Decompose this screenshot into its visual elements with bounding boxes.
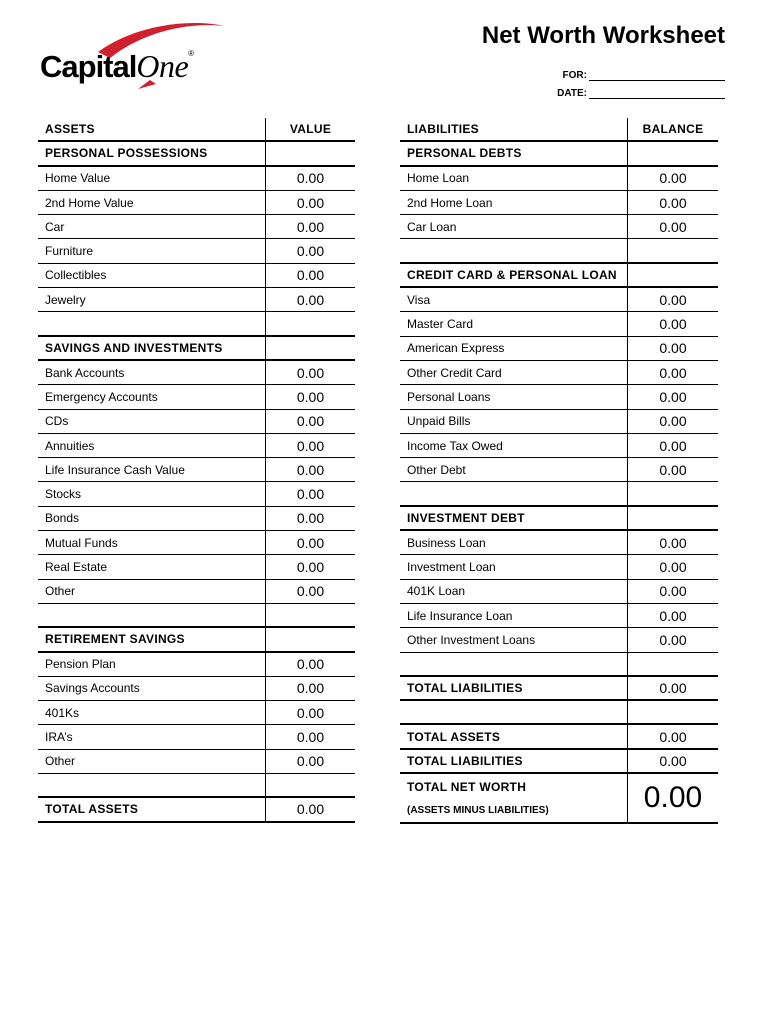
balance-cell[interactable]: 0.00 xyxy=(627,167,718,190)
value-cell[interactable]: 0.00 xyxy=(265,215,355,238)
table-row: Other Debt 0.00 xyxy=(400,458,718,482)
value-cell[interactable]: 0.00 xyxy=(265,361,355,384)
value-cell[interactable]: 0.00 xyxy=(265,701,355,724)
value-cell[interactable]: 0.00 xyxy=(265,458,355,481)
table-row: Car Loan 0.00 xyxy=(400,215,718,239)
value-cell[interactable]: 0.00 xyxy=(265,264,355,287)
table-row: Jewelry 0.00 xyxy=(38,288,355,312)
summary-total-liabilities-row: TOTAL LIABILITIES 0.00 xyxy=(400,750,718,774)
total-liabilities-row: TOTAL LIABILITIES 0.00 xyxy=(400,677,718,701)
summary-total-liabilities-value: 0.00 xyxy=(627,750,718,772)
balance-cell[interactable]: 0.00 xyxy=(627,191,718,214)
value-cell[interactable]: 0.00 xyxy=(265,410,355,433)
spacer-row xyxy=(400,701,718,725)
logo-wordmark-capital: Capital xyxy=(40,49,137,84)
balance-cell[interactable]: 0.00 xyxy=(627,361,718,384)
section-header-credit-card: CREDIT CARD & PERSONAL LOAN xyxy=(400,264,718,288)
spacer-row xyxy=(38,774,355,798)
net-worth-sublabel: (ASSETS MINUS LIABILITIES) xyxy=(407,805,549,817)
balance-cell[interactable]: 0.00 xyxy=(627,604,718,627)
value-cell[interactable]: 0.00 xyxy=(265,385,355,408)
assets-header-row xyxy=(38,118,355,142)
value-cell[interactable]: 0.00 xyxy=(265,167,355,190)
section-header-personal-possessions: PERSONAL POSSESSIONS xyxy=(38,142,355,166)
date-input-line[interactable] xyxy=(589,88,725,99)
total-assets-row: TOTAL ASSETS 0.00 xyxy=(38,798,355,822)
value-cell[interactable]: 0.00 xyxy=(265,677,355,700)
net-worth-value: 0.00 xyxy=(627,774,718,822)
for-field[interactable]: FOR : xyxy=(563,70,725,81)
value-cell[interactable]: 0.00 xyxy=(265,580,355,603)
table-row: Annuities 0.00 xyxy=(38,434,355,458)
value-cell[interactable]: 0.00 xyxy=(265,507,355,530)
table-row: Investment Loan 0.00 xyxy=(400,555,718,579)
table-row: Home Loan 0.00 xyxy=(400,167,718,191)
table-row: Savings Accounts 0.00 xyxy=(38,677,355,701)
spacer-row xyxy=(38,604,355,628)
table-row: Other Credit Card 0.00 xyxy=(400,361,718,385)
net-worth-row xyxy=(400,774,718,824)
table-row: Personal Loans 0.00 xyxy=(400,385,718,409)
value-cell[interactable]: 0.00 xyxy=(265,191,355,214)
table-row: 401Ks 0.00 xyxy=(38,701,355,725)
balance-column-header: BALANCE xyxy=(627,118,718,140)
page-title: Net Worth Worksheet xyxy=(481,22,725,49)
value-cell[interactable]: 0.00 xyxy=(265,482,355,505)
total-assets-value: 0.00 xyxy=(265,798,355,820)
balance-cell[interactable]: 0.00 xyxy=(627,215,718,238)
balance-cell[interactable]: 0.00 xyxy=(627,288,718,311)
for-label: FOR xyxy=(562,70,584,81)
balance-cell[interactable]: 0.00 xyxy=(627,531,718,554)
value-cell[interactable]: 0.00 xyxy=(265,653,355,676)
table-row: Collectibles 0.00 xyxy=(38,264,355,288)
liabilities-column-header: LIABILITIES xyxy=(407,122,479,137)
value-column-header: VALUE xyxy=(265,118,355,140)
date-field[interactable]: DATE : xyxy=(557,88,725,99)
value-cell[interactable]: 0.00 xyxy=(265,725,355,748)
balance-cell[interactable]: 0.00 xyxy=(627,312,718,335)
liabilities-header-row xyxy=(400,118,718,142)
spacer-row xyxy=(38,312,355,336)
table-row: Real Estate 0.00 xyxy=(38,555,355,579)
table-row: Emergency Accounts 0.00 xyxy=(38,385,355,409)
section-header-investment-debt: INVESTMENT DEBT xyxy=(400,507,718,531)
balance-cell[interactable]: 0.00 xyxy=(627,410,718,433)
table-row: Life Insurance Loan 0.00 xyxy=(400,604,718,628)
logo-wordmark-one: One xyxy=(136,48,189,84)
balance-cell[interactable]: 0.00 xyxy=(627,628,718,651)
section-header-retirement-savings: RETIREMENT SAVINGS xyxy=(38,628,355,652)
table-row: Mutual Funds 0.00 xyxy=(38,531,355,555)
table-row: CDs 0.00 xyxy=(38,410,355,434)
table-row: Life Insurance Cash Value 0.00 xyxy=(38,458,355,482)
spacer-row xyxy=(400,482,718,506)
assets-table xyxy=(38,118,355,823)
table-row: 2nd Home Value 0.00 xyxy=(38,191,355,215)
table-row: Unpaid Bills 0.00 xyxy=(400,410,718,434)
liabilities-table xyxy=(400,118,718,824)
table-row: Bank Accounts 0.00 xyxy=(38,361,355,385)
spacer-row xyxy=(400,239,718,263)
date-label: DATE xyxy=(557,88,584,99)
table-row: 401K Loan 0.00 xyxy=(400,580,718,604)
spacer-row xyxy=(400,653,718,677)
table-row: Car 0.00 xyxy=(38,215,355,239)
summary-total-assets-value: 0.00 xyxy=(627,725,718,747)
table-row: Home Value 0.00 xyxy=(38,167,355,191)
net-worth-label: TOTAL NET WORTH xyxy=(407,779,527,794)
summary-total-assets-row: TOTAL ASSETS 0.00 xyxy=(400,725,718,749)
balance-cell[interactable]: 0.00 xyxy=(627,580,718,603)
table-row: Master Card 0.00 xyxy=(400,312,718,336)
table-row: Income Tax Owed 0.00 xyxy=(400,434,718,458)
value-cell[interactable]: 0.00 xyxy=(265,288,355,311)
table-row: Other 0.00 xyxy=(38,580,355,604)
balance-cell[interactable]: 0.00 xyxy=(627,458,718,481)
value-cell[interactable]: 0.00 xyxy=(265,750,355,773)
balance-cell[interactable]: 0.00 xyxy=(627,337,718,360)
table-row: Bonds 0.00 xyxy=(38,507,355,531)
table-row: IRA’s 0.00 xyxy=(38,725,355,749)
table-row: 2nd Home Loan 0.00 xyxy=(400,191,718,215)
table-row: Pension Plan 0.00 xyxy=(38,653,355,677)
table-row: Other Investment Loans 0.00 xyxy=(400,628,718,652)
total-liabilities-value: 0.00 xyxy=(627,677,718,699)
for-input-line[interactable] xyxy=(589,70,725,81)
logo-registered-mark: ® xyxy=(188,49,194,58)
section-header-savings-investments: SAVINGS AND INVESTMENTS xyxy=(38,337,355,361)
table-row: American Express 0.00 xyxy=(400,337,718,361)
balance-cell[interactable]: 0.00 xyxy=(627,385,718,408)
balance-cell[interactable]: 0.00 xyxy=(627,434,718,457)
balance-cell[interactable]: 0.00 xyxy=(627,555,718,578)
value-cell[interactable]: 0.00 xyxy=(265,555,355,578)
assets-column-header: ASSETS xyxy=(45,122,95,137)
value-cell[interactable]: 0.00 xyxy=(265,531,355,554)
capital-one-logo xyxy=(38,14,243,90)
table-row: Furniture 0.00 xyxy=(38,239,355,263)
value-cell[interactable]: 0.00 xyxy=(265,239,355,262)
section-header-personal-debts: PERSONAL DEBTS xyxy=(400,142,718,166)
table-row: Other 0.00 xyxy=(38,750,355,774)
table-row: Stocks 0.00 xyxy=(38,482,355,506)
table-row: Visa 0.00 xyxy=(400,288,718,312)
table-row: Business Loan 0.00 xyxy=(400,531,718,555)
value-cell[interactable]: 0.00 xyxy=(265,434,355,457)
